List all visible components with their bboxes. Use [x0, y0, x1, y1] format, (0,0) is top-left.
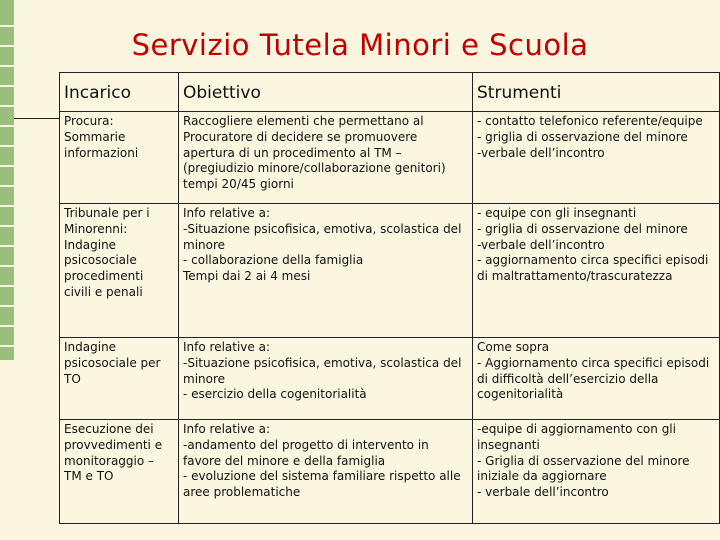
cell-incarico [60, 204, 179, 338]
cell-text: - contatto telefonico referente/equipe [477, 114, 703, 128]
cell-text: Info relative a: [183, 422, 270, 436]
cell-strumenti [473, 112, 720, 204]
cell-text: Esecuzione dei provvedimenti e monitoraggio – TM e TO [64, 422, 163, 484]
cell-text: - Aggiornamento circa specifici episodi di difficoltà dell’esercizio della cogenitorialità [477, 355, 710, 402]
cell-text: Tempi dai 2 ai 4 mesi [183, 269, 311, 284]
cell-incarico [60, 112, 179, 204]
table-row [60, 112, 720, 204]
cell-text: - equipe con gli insegnanti [477, 206, 637, 220]
cell-strumenti [473, 420, 720, 524]
cell-text: - esercizio della cogenitorialità [183, 387, 367, 402]
cell-text: - evoluzione del sistema familiare rispetto alle aree problematiche [183, 469, 461, 500]
cell-text: - verbale dell’incontro [477, 485, 609, 500]
services-table [59, 72, 720, 524]
cell-text: -equipe di aggiornamento con gli insegnanti [477, 422, 676, 452]
cell-text: Raccogliere elementi che permettano al Procuratore di decidere se promuovere apertura di un procedimento al TM – (pregiudizio minore/collaborazione genitori) tempi 20/45 giorni [183, 114, 446, 192]
cell-strumenti [473, 338, 720, 420]
cell-obiettivo [179, 338, 473, 420]
cell-text: -Situazione psicofisica, emotiva, scolastica del minore [183, 221, 462, 252]
cell-text: Tribunale per i Minorenni: [64, 206, 150, 236]
cell-text: Indagine psicosociale per TO [64, 340, 161, 386]
cell-text: - aggiornamento circa specifici episodi di maltrattamento/trascuratezza [477, 253, 709, 284]
cell-incarico [60, 338, 179, 420]
cell-text: - collaborazione della famiglia [183, 253, 364, 268]
cell-text: - griglia di osservazione del minore [477, 221, 688, 236]
cell-incarico [60, 420, 179, 524]
cell-obiettivo [179, 112, 473, 204]
cell-text: Come sopra [477, 340, 550, 354]
cell-text: -verbale dell’incontro [477, 237, 605, 252]
header-obiettivo: Obiettivo [179, 73, 473, 112]
table-row [60, 204, 720, 338]
cell-text: Indagine psicosociale procedimenti civili e penali [64, 237, 144, 300]
cell-obiettivo [179, 420, 473, 524]
header-rule [14, 118, 60, 119]
cell-strumenti [473, 204, 720, 338]
cell-text: Info relative a: [183, 206, 270, 220]
page-title: Servizio Tutela Minori e Scuola [131, 28, 589, 62]
cell-text: Info relative a: [183, 340, 270, 354]
header-strumenti: Strumenti [473, 73, 720, 112]
cell-text: Procura: [64, 114, 114, 128]
header-incarico: Incarico [60, 73, 179, 112]
cell-text: -verbale dell’incontro [477, 145, 605, 160]
cell-text: - Griglia di osservazione del minore iniziale da aggiornare [477, 453, 690, 484]
cell-text: informazioni [64, 145, 139, 160]
cell-text: - griglia di osservazione del minore [477, 129, 688, 144]
cell-obiettivo [179, 204, 473, 338]
cell-text: -Situazione psicofisica, emotiva, scolastica del minore [183, 355, 462, 386]
cell-text: Sommarie [64, 129, 126, 144]
table-row [60, 420, 720, 524]
table-row [60, 338, 720, 420]
cell-text: -andamento del progetto di intervento in favore del minore e della famiglia [183, 437, 429, 468]
table-header-row [60, 73, 720, 112]
